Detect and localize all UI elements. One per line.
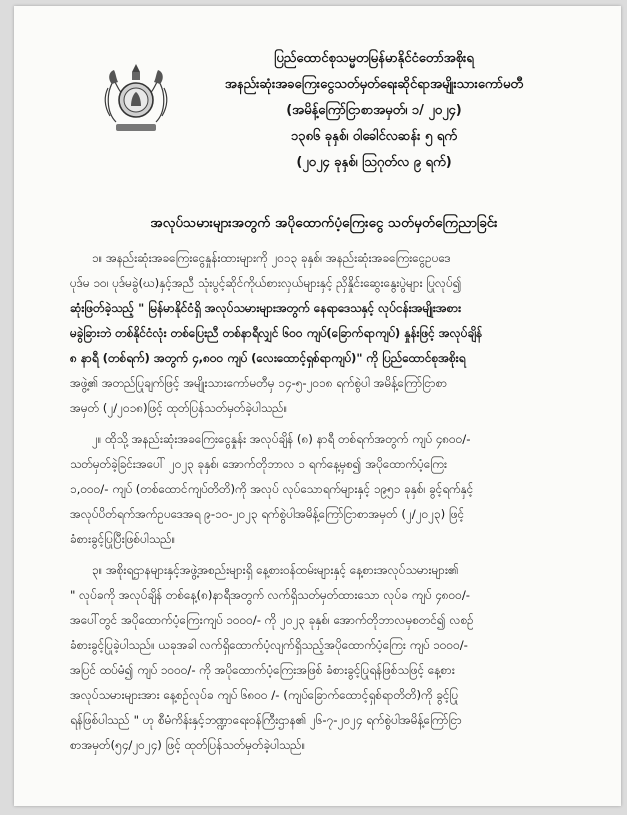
document-body	[70, 246, 590, 764]
text-line: ၁။ အနည်းဆုံးအခကြေးငွေနှုန်းထားများကို ၂၀၁၃ ခုနှစ်၊ အနည်းဆုံးအခကြေးငွေဥပဒေ	[92, 251, 451, 265]
document-page	[14, 6, 621, 806]
text-line: ခံစားခွင့်ပြုခဲ့ပါသည်။ ယခုအခါ လက်ရှိထောက်ပံ့လျက်ရှိသည့်အပိုထောက်ပံ့ကြေး ကျပ် ၁၀၀၀/-	[70, 638, 468, 652]
government-name: ပြည်ထောင်စုသမ္မတမြန်မာနိုင်ငံတော်အစိုးရ	[274, 51, 474, 66]
document-header	[164, 46, 584, 176]
text-line: မခွဲခြားဘဲ တစ်နိုင်ငံလုံး တစ်ပြေးညီ တစ်နာရီလျှင် ၆၀၀ ကျပ်(ခြောက်ရာကျပ်) နှုန်းဖြင့် အလုပ်ချိန်	[70, 326, 483, 340]
text-line: ရန်ဖြစ်ပါသည် " ဟု စီမံကိန်းနှင့်ဘဏ္ဍာရေးဝန်ကြီးဌာန၏ ၂၆-၇-၂၀၂၄ ရက်စွဲပါအမိန့်ကြော်ငြာ	[70, 713, 462, 727]
gregorian-date: (၂၀၂၄ ခုနှစ်၊ ဩဂုတ်လ ၉ ရက်)	[296, 155, 452, 170]
text-line: အလုပ်သမားများအား နေ့စဉ်လုပ်ခ ကျပ် ၆၈၀၀ /- (ကျပ်ခြောက်ထောင့်ရှစ်ရာတိတိ)ကို ခွင့်ပြု	[70, 688, 459, 702]
paragraph-2	[70, 427, 590, 552]
text-line: ၂။ ထိုသို့ အနည်းဆုံးအခကြေးငွေနှုန်း အလုပ်ချိန် (၈) နာရီ တစ်ရက်အတွက် ကျပ် ၄၈၀၀/-	[92, 432, 471, 446]
text-line: ဆုံးဖြတ်ခဲ့သည့် " မြန်မာနိုင်ငံရှိ အလုပ်သမားများအတွက် နေရာဒေသနှင့် လုပ်ငန်းအမျိုးအစား	[70, 301, 462, 315]
document-subject: အလုပ်သမားများအတွက် အပိုထောက်ပံ့ကြေးငွေ သတ်မှတ်ကြေညာခြင်း	[150, 215, 498, 231]
text-line: " လုပ်ခကို အလုပ်ချိန် တစ်နေ့(၈)နာရီအတွက် လက်ရှိသတ်မှတ်ထားသော လုပ်ခ ကျပ် ၄၈၀၀/-	[70, 588, 471, 602]
text-line: ၈ နာရီ (တစ်ရက်) အတွက် ၄,၈၀၀ ကျပ် (လေးထောင့်ရှစ်ရာကျပ်)" ကို ပြည်ထောင်စုအစိုးရ	[70, 351, 466, 365]
text-line: ၁,၀၀၀/- ကျပ် (တစ်ထောင်ကျပ်တိတိ)ကို အလုပ် လုပ်သောရက်များနှင့် ၁၉၅၁ ခုနှစ်၊ ခွင့်ရက်နှင့်	[70, 482, 474, 496]
text-line: သတ်မှတ်ခဲ့ခြင်းအပေါ် ၂၀၂၃ ခုနှစ်၊ အောက်တိုဘာလ ၁ ရက်နေ့မှစ၍ အပိုထောက်ပံ့ကြေး	[70, 457, 448, 471]
myanmar-date: ၁၃၈၆ ခုနှစ်၊ ဝါခေါင်လဆန်း ၅ ရက်	[290, 129, 458, 144]
text-line: ခံစားခွင့်ပြုပြီးဖြစ်ပါသည်။	[70, 532, 176, 546]
text-line: အပေါ်တွင် အပိုထောက်ပံ့ကြေးကျပ် ၁၀၀၀/- ကို ၂၀၂၃ ခုနှစ်၊ အောက်တိုဘာလမှစတင်၍ လစဉ်	[70, 613, 474, 627]
text-line: ၃။ အစိုးရဌာနများနှင့်အဖွဲ့အစည်းများရှိ နေ့စားဝန်ထမ်းများနှင့် နေ့စားအလုပ်သမားများ၏	[92, 563, 459, 577]
paragraph-3	[70, 558, 590, 758]
text-line: စာအမှတ်(၅၄/၂၀၂၄) ဖြင့် ထုတ်ပြန်သတ်မှတ်ခဲ့ပါသည်။	[70, 738, 306, 752]
committee-name: အနည်းဆုံးအခကြေးငွေသတ်မှတ်ရေးဆိုင်ရာအမျိုးသားကော်မတီ	[224, 77, 524, 92]
order-number: (အမိန့်ကြော်ငြာစာအမှတ်၊ ၁/ ၂၀၂၄)	[286, 103, 462, 118]
text-line: အပြင် ထပ်မံ၍ ကျပ် ၁၀၀၀/- ကို အပိုထောက်ပံ့ကြေးအဖြစ် ခံစားခွင့်ပြုရန်ဖြစ်သဖြင့် နေ့စား	[70, 663, 455, 677]
text-line: အလုပ်ပိတ်ရက်အက်ဥပဒေအရ ၉-၁၀-၂၀၂၃ ရက်စွဲပါအမိန့်ကြော်ငြာစာအမှတ် (၂/၂၀၂၃) ဖြင့်	[70, 507, 465, 521]
text-line: အမှတ် (၂/၂၀၁၈)ဖြင့် ထုတ်ပြန်သတ်မှတ်ခဲ့ပါသည်။	[70, 401, 288, 415]
text-line: ပုဒ်မ ၁၀၊ ပုဒ်မခွဲ(ဃ)နှင့်အညီ သုံးပွင့်ဆိုင်ကိုယ်စားလှယ်များနှင့် ညှိနှိုင်းဆွေးနွေးပွဲများ ပြုလုပ်၍	[70, 276, 462, 290]
paragraph-1	[70, 246, 590, 421]
text-line: အဖွဲ့၏ အတည်ပြုချက်ဖြင့် အမျိုးသားကော်မတီမှ ၁၄-၅-၂၀၁၈ ရက်စွဲပါ အမိန့်ကြော်ငြာစာ	[70, 376, 448, 390]
state-seal-icon	[98, 62, 174, 136]
